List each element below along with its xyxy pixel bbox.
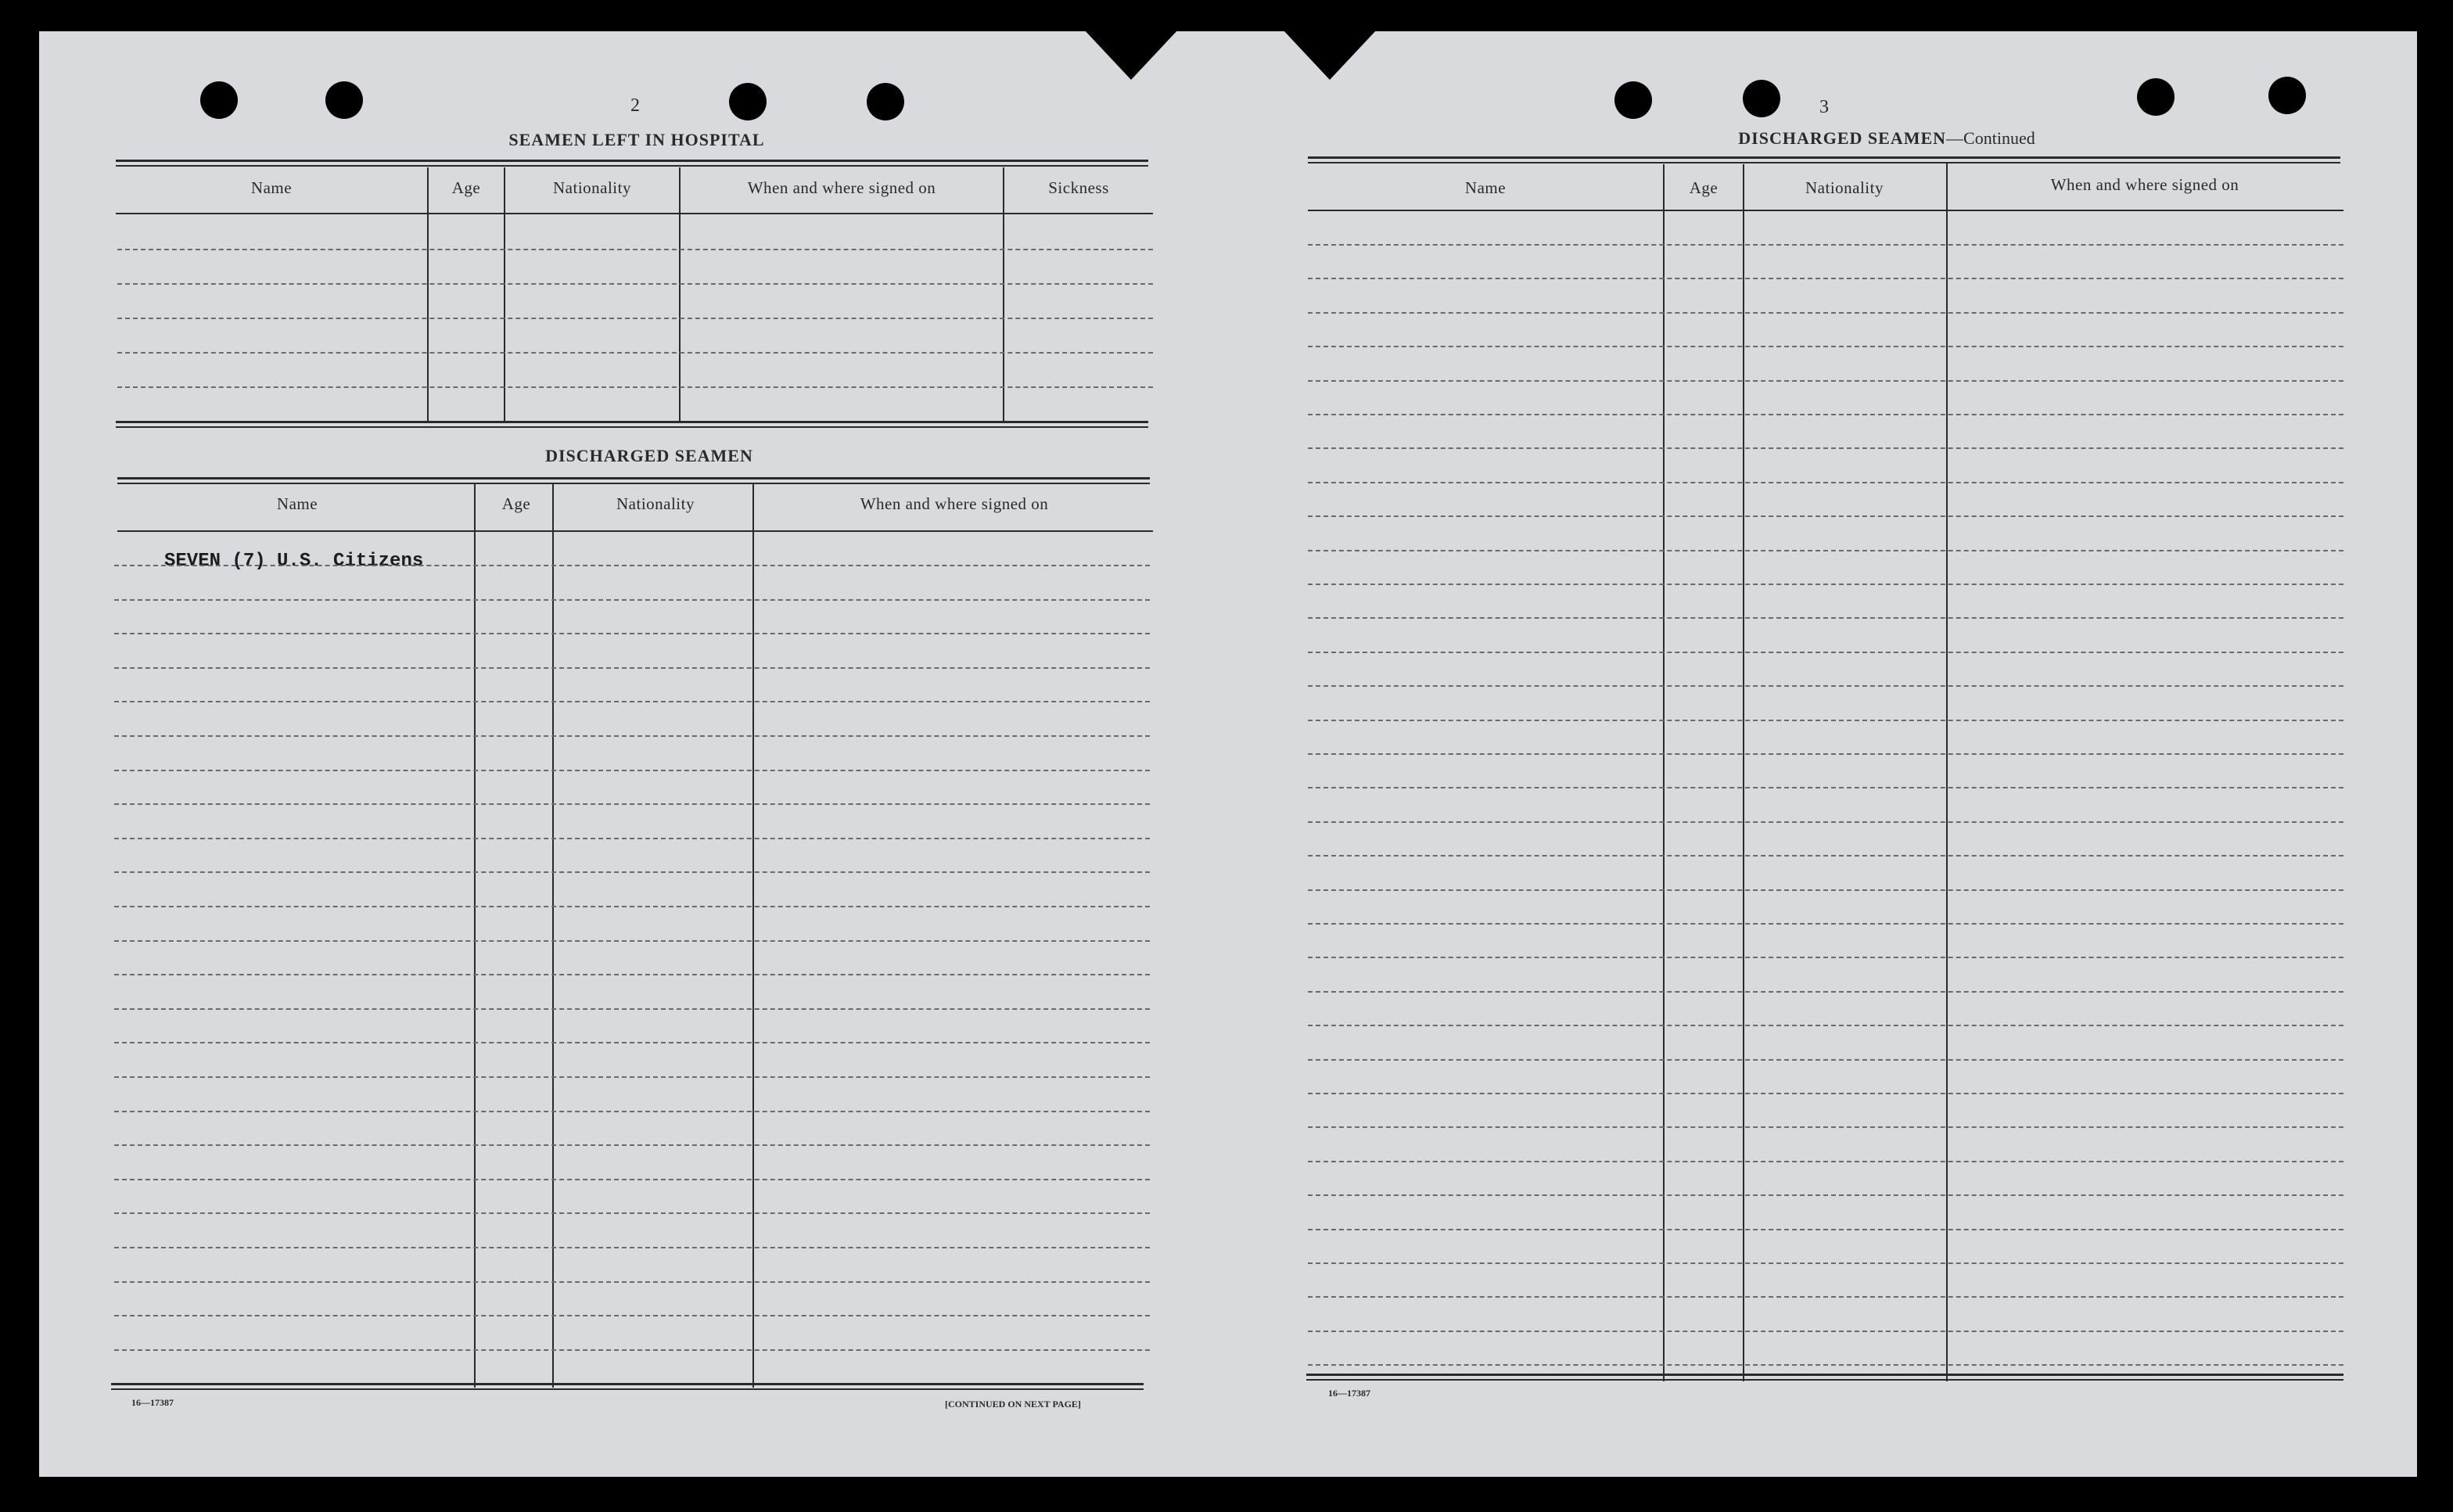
header-rule [116,213,1153,214]
ruled-line [114,565,1150,566]
ruled-line [117,283,1153,285]
ruled-line [1308,482,2343,483]
column-header-when-where: When and where signed on [860,494,1049,513]
ruled-line [1308,1364,2343,1366]
column-divider [552,483,554,1388]
ruled-line [1308,1161,2343,1162]
ruled-line [1308,991,2343,993]
ruled-line [114,667,1150,669]
column-header-name: Name [250,178,293,197]
ruled-line [1308,1025,2343,1026]
section-title [1574,128,2200,149]
column-divider [679,167,681,422]
ruled-line [114,701,1150,702]
column-header-name: Name [276,494,318,513]
ruled-line [114,1349,1150,1351]
punch-hole [1614,81,1652,119]
column-header-when-where: When and where signed on [2050,175,2239,194]
column-header-age: Age [501,494,531,513]
column-divider [752,483,754,1388]
ruled-line [1308,1126,2343,1128]
ruled-line [114,838,1150,839]
ruled-line [114,770,1150,771]
punch-hole [1743,80,1780,117]
ruled-line [1308,278,2343,279]
ruled-line [1308,584,2343,585]
column-divider [504,167,505,422]
column-header-when-where: When and where signed on [747,178,936,197]
form-number: 16—17387 [1328,1388,1370,1399]
ruled-line [1308,685,2343,687]
ruled-line [1308,1262,2343,1264]
hospital-section-title: SEAMEN LEFT IN HOSPITAL [508,130,765,149]
paper-notch [1084,30,1178,80]
ruled-line [117,318,1153,319]
ruled-line [1308,1331,2343,1332]
table-bottom-rule [116,421,1148,428]
ruled-line [1308,346,2343,347]
table-top-rule [1308,156,2340,163]
table-top-rule [116,160,1148,167]
ruled-line [1308,720,2343,721]
column-header-name: Name [1464,178,1507,197]
ruled-line [1308,957,2343,958]
ruled-line [1308,821,2343,823]
ruled-line [1308,1229,2343,1230]
header-rule [1308,210,2343,211]
column-header-nationality: Nationality [553,178,631,197]
ruled-line [1308,380,2343,382]
ruled-line [114,1111,1150,1112]
ruled-line [114,1247,1150,1248]
discharged-section-title: DISCHARGED SEAMEN [545,446,753,465]
typed-entry: SEVEN (7) U.S. Citizens [164,551,424,572]
ruled-line [114,1144,1150,1146]
page-number: 2 [630,95,640,116]
ruled-line [114,1179,1150,1180]
ruled-line [1308,617,2343,619]
table-top-rule [117,477,1150,484]
ruled-line [1308,923,2343,925]
punch-hole [729,83,767,120]
ruled-line [1308,414,2343,415]
column-header-nationality: Nationality [616,494,695,513]
punch-hole [2137,78,2175,116]
ruled-line [1308,1296,2343,1298]
ruled-line [1308,1093,2343,1094]
ruled-line [114,803,1150,805]
ruled-line [1308,244,2343,246]
ruled-line [114,1281,1150,1283]
section-title-main: DISCHARGED SEAMEN [1738,128,1947,148]
punch-hole [2268,77,2306,114]
ruled-line [114,940,1150,942]
ruled-line [1308,447,2343,449]
ruled-line [114,599,1150,601]
paper-notch [1283,30,1377,80]
ruled-line [114,1008,1150,1010]
ruled-line [1308,1059,2343,1061]
ruled-line [114,871,1150,873]
ruled-line [114,906,1150,907]
punch-hole [325,81,363,119]
ruled-line [117,352,1153,354]
ruled-line [1308,515,2343,517]
column-divider [427,167,429,422]
column-header-age: Age [451,178,481,197]
ruled-line [1308,889,2343,891]
column-divider [1003,167,1004,422]
column-header-nationality: Nationality [1805,178,1884,197]
column-divider [474,483,476,1388]
ruled-line [1308,550,2343,551]
ruled-line [117,249,1153,250]
punch-hole [867,83,904,120]
section-title-continued: —Continued [1946,128,2035,148]
ruled-line [114,1315,1150,1316]
ruled-line [114,1076,1150,1078]
ruled-line [114,1042,1150,1043]
ruled-line [1308,787,2343,788]
ruled-line [1308,652,2343,653]
ruled-line [1308,753,2343,755]
page-number: 3 [1819,97,1829,117]
ruled-line [117,386,1153,388]
ruled-line [114,1212,1150,1214]
table-bottom-rule [1306,1374,2343,1381]
ruled-line [1308,1194,2343,1196]
ruled-line [114,633,1150,634]
ruled-line [1308,312,2343,314]
form-number: 16—17387 [131,1397,174,1408]
table-bottom-rule [111,1383,1144,1390]
ruled-line [114,735,1150,737]
column-header-age: Age [1689,178,1719,197]
ruled-line [114,974,1150,975]
column-header-sickness: Sickness [1048,178,1109,197]
ruled-line [1308,855,2343,857]
punch-hole [200,81,238,119]
continued-note: [CONTINUED ON NEXT PAGE] [945,1399,1081,1410]
header-rule [117,530,1153,532]
